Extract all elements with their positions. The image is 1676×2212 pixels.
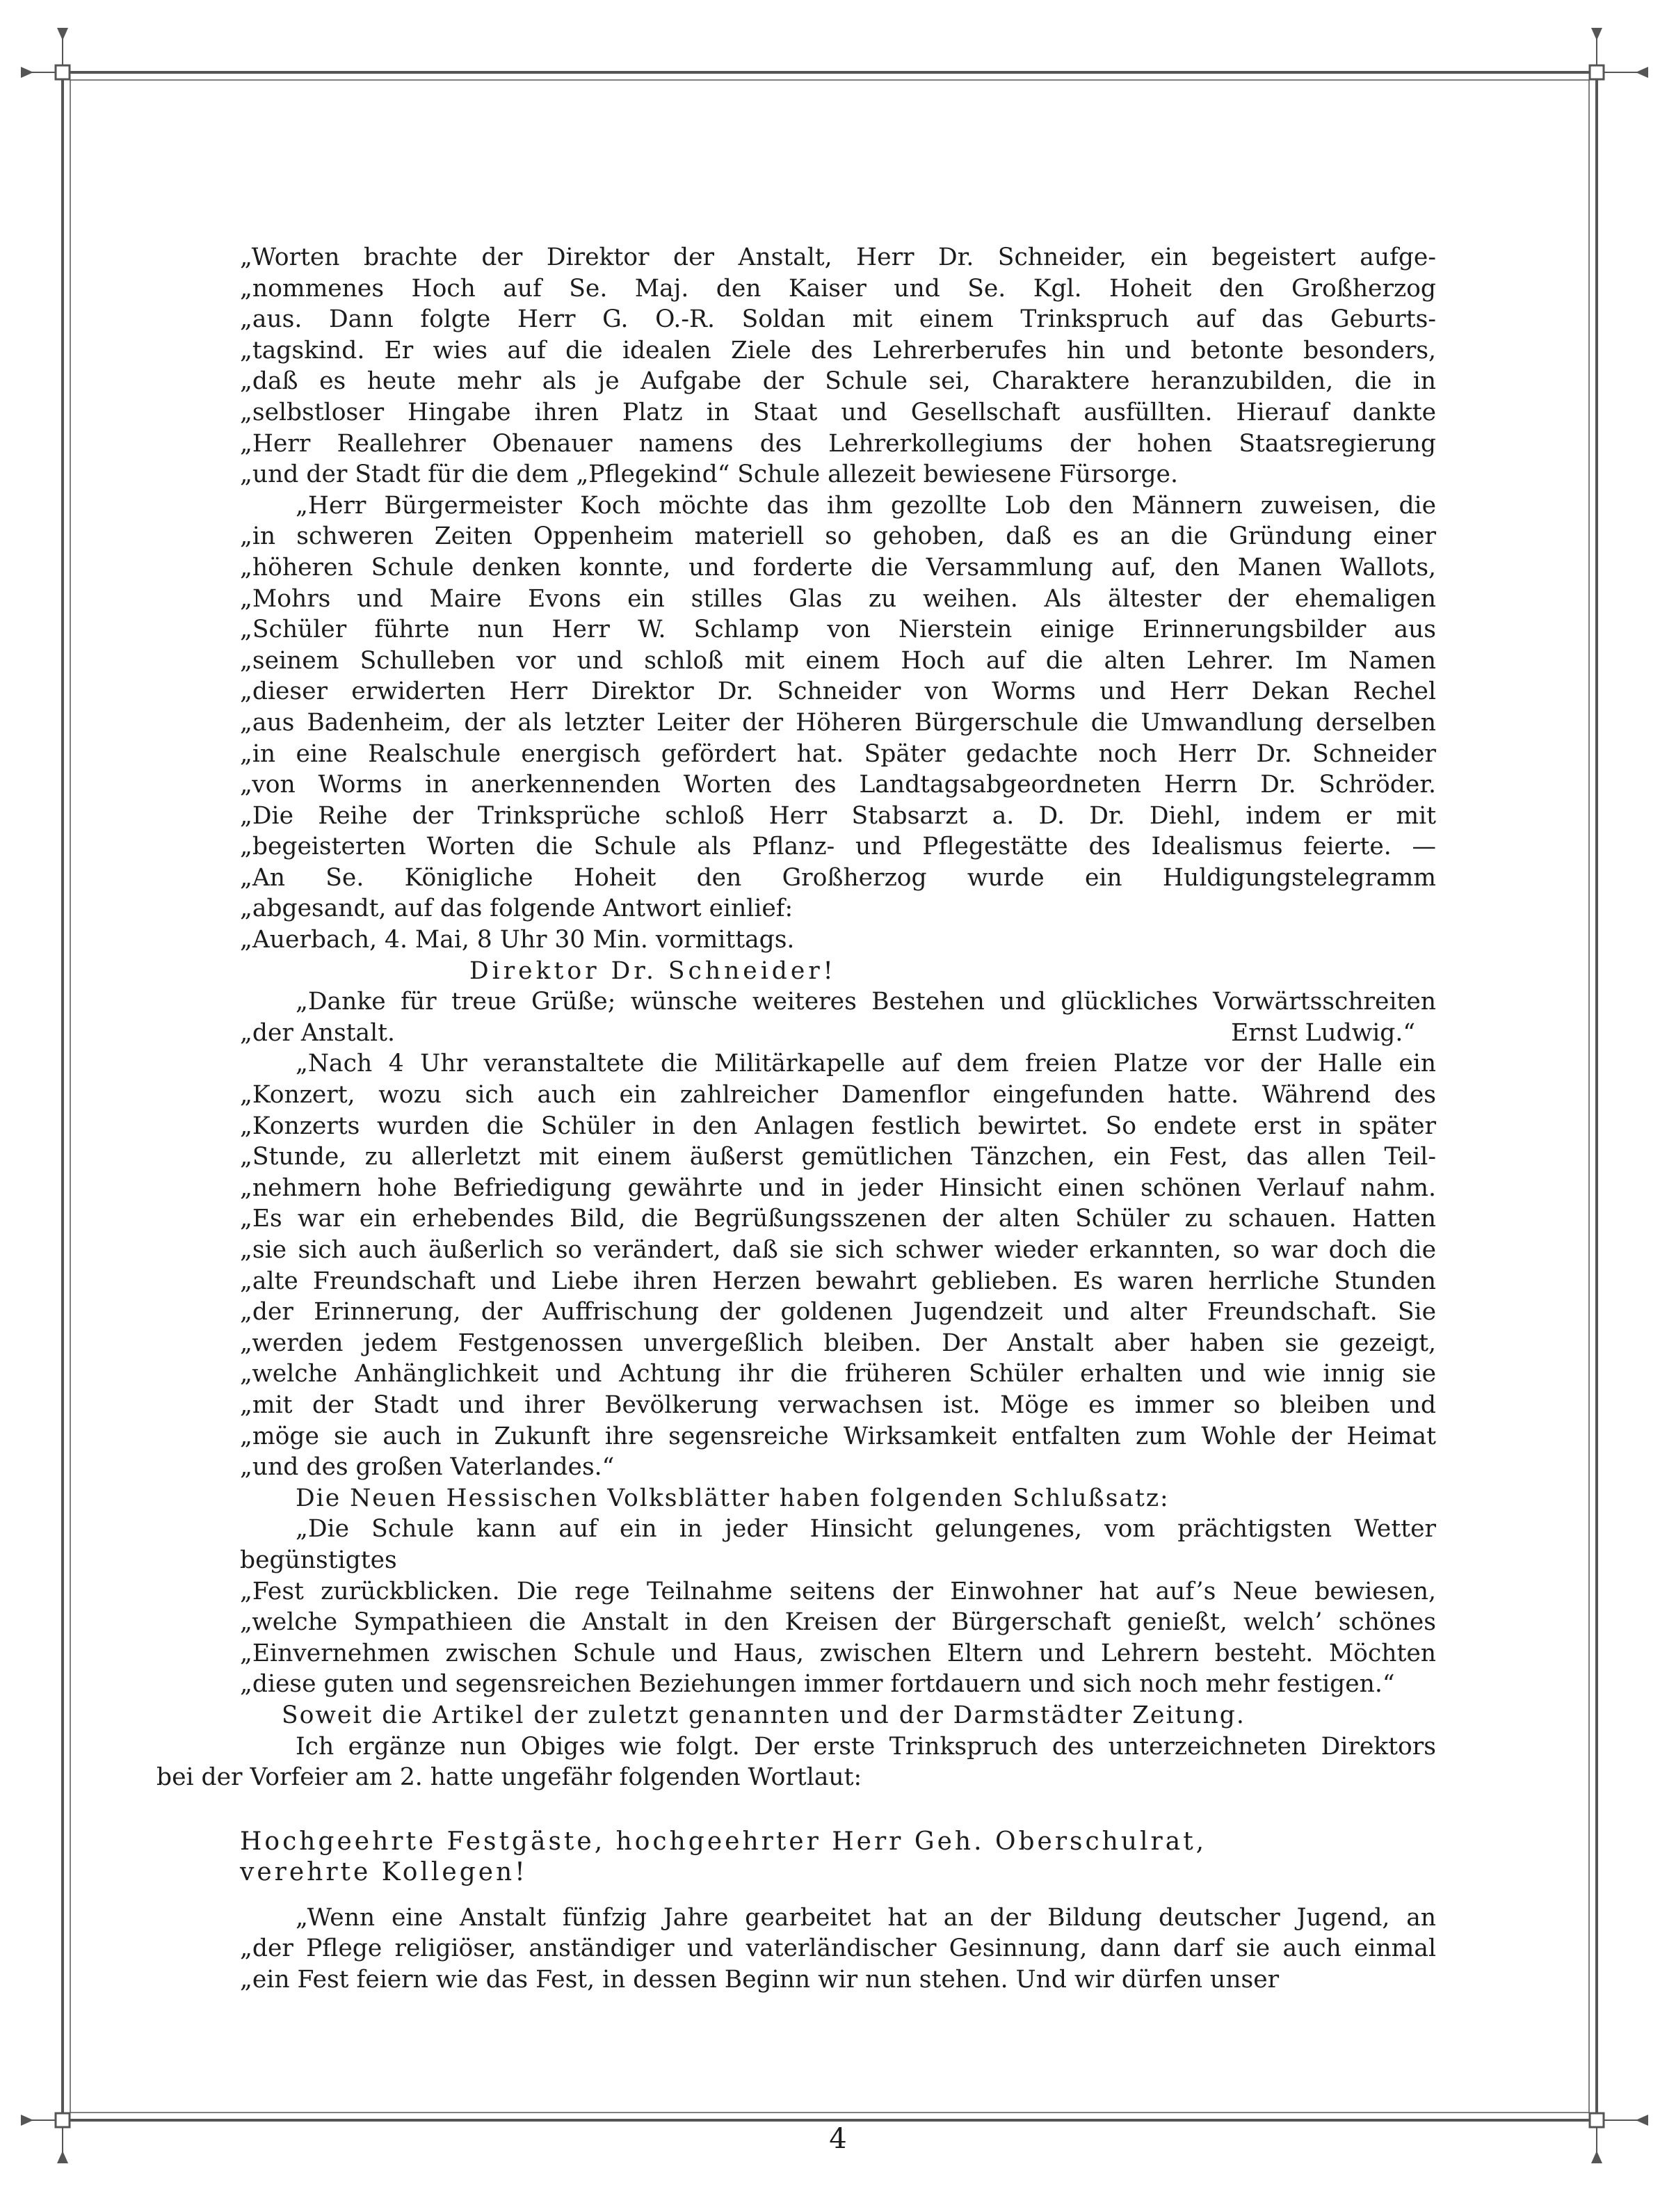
text-line: „Es war ein erhebendes Bild, die Begrüßungsszenen der alten Schüler zu schauen. Hatten [240,1205,1436,1233]
speech-heading: Hochgeehrte Festgäste, hochgeehrter Herr Geh. Oberschulrat, [240,1827,1207,1856]
telegram-address: Direktor Dr. Schneider! [469,956,837,985]
telegram-signature: Ernst Ludwig.“ [1231,1018,1415,1047]
text-line: „Stunde, zu allerletzt mit einem äußerst gemütlichen Tänzchen, ein Fest, das allen Teil- [240,1143,1436,1171]
text-line: Ich ergänze nun Obiges wie folgt. Der erste Trinkspruch des unterzeichneten Direktors [296,1732,1436,1761]
text-line: „Einvernehmen zwischen Schule und Haus, zwischen Eltern und Lehrern besteht. Möchten [240,1639,1436,1667]
text-line: „von Worms in anerkennenden Worten des Landtagsabgeordneten Herrn Dr. Schröder. [240,771,1436,799]
paragraph-toasts [240,242,1436,490]
text-line: „Die Schule kann auf ein in jeder Hinsicht gelungenes, vom prächtigsten Wetter begünstigtes [240,1515,1436,1574]
text-line: „abgesandt, auf das folgende Antwort einlief: [240,895,793,923]
text-line: „An Se. Königliche Hoheit den Großherzog wurde ein Huldigungstelegramm [240,863,1436,892]
telegram-closing [240,1018,1436,1049]
telegram-line-end: „der Anstalt. [240,1018,395,1047]
text-line: „werden jedem Festgenossen unvergeßlich bleiben. Der Anstalt aber haben sie gezeigt, [240,1329,1436,1357]
text-line: „Konzert, wozu sich auch ein zahlreicher Damenflor eingefunden hatte. Während des [240,1081,1436,1109]
text-line: „Wenn eine Anstalt fünfzig Jahre gearbeitet hat an der Bildung deutscher Jugend, an [296,1903,1436,1932]
text-line: „in eine Realschule energisch gefördert hat. Später gedachte noch Herr Dr. Schneider [240,739,1436,768]
text-line: „aus. Dann folgte Herr G. O.-R. Soldan mit einem Trinkspruch auf das Geburts- [240,305,1436,334]
text-line: „dieser erwiderten Herr Direktor Dr. Schneider von Worms und Herr Dekan Rechel [240,678,1436,706]
text-line: „tagskind. Er wies auf die idealen Ziele des Lehrerberufes hin und betonte besonders, [240,336,1436,364]
text-line: „Die Reihe der Trinksprüche schloß Herr Stabsarzt a. D. Dr. Diehl, indem er mit [240,801,1436,830]
text-line: „und der Stadt für die dem „Pflegekind“ Schule allezeit bewiesene Fürsorge. [240,460,1178,489]
text-line: „begeisterten Worten die Schule als Pflanz- und Pflegestätte des Idealismus feierte. — [240,833,1436,861]
speech-heading-salutation: verehrte Kollegen! [240,1858,528,1887]
telegram-block [240,924,1436,1048]
text-line: bei der Vorfeier am 2. hatte ungefähr folgenden Wortlaut: [156,1763,862,1792]
text-line: „aus Badenheim, der als letzter Leiter der Höheren Bürgerschule die Umwandlung derselben [240,708,1436,737]
text-line: „Herr Reallehrer Obenauer namens des Lehrerkollegiums der hohen Staatsregierung [240,429,1436,458]
paragraph-volksblaetter-quote [240,1514,1436,1700]
text-line: „seinem Schulleben vor und schloß mit einem Hoch auf die alten Lehrer. Im Namen [240,646,1436,675]
text-line: „ein Fest feiern wie das Fest, in dessen Beginn wir nun stehen. Und wir dürfen unser [240,1966,1280,1994]
text-line: „welche Anhänglichkeit und Achtung ihr die früheren Schüler erhalten und wie innig sie [240,1360,1436,1388]
telegram-line: „Danke für treue Grüße; wünsche weiteres Bestehen und glückliches Vorwärtsschreiten [296,988,1436,1016]
paragraph-addendum [156,1731,1436,1793]
text-line: „und des großen Vaterlandes.“ [240,1453,615,1482]
page-number: 4 [829,2123,847,2155]
text-line: „sie sich auch äußerlich so verändert, daß sie sich schwer wieder erkannten, so war doch die [240,1236,1436,1264]
volksblaetter-outro: Soweit die Artikel der zuletzt genannten und der Darmstädter Zeitung. [282,1701,1246,1729]
text-line: „Worten brachte der Direktor der Anstalt, Herr Dr. Schneider, ein begeistert aufge- [240,243,1436,271]
text-line: „möge sie auch in Zukunft ihre segensreiche Wirksamkeit entfalten zum Wohle der Heimat [240,1422,1436,1450]
text-line: „der Erinnerung, der Auffrischung der goldenen Jugendzeit und alter Freundschaft. Sie [240,1298,1436,1327]
text-line: „der Pflege religiöser, anständiger und vaterländischer Gesinnung, dann darf sie auch einmal [240,1934,1436,1963]
text-line: „welche Sympathieen die Anstalt in den Kreisen der Bürgerschaft genießt, welch’ schönes [240,1608,1436,1637]
text-line: „in schweren Zeiten Oppenheim materiell so gehoben, daß es an die Gründung einer [240,522,1436,551]
text-line: „Konzerts wurden die Schüler in den Anlagen festlich bewirtet. So endete erst in später [240,1112,1436,1140]
text-line: „diese guten und segensreichen Beziehungen immer fortdauern und sich noch mehr festigen.“ [240,1670,1395,1699]
volksblaetter-intro: Die Neuen Hessischen Volksblätter haben folgenden Schlußsatz: [296,1484,1170,1512]
text-line: „Schüler führte nun Herr W. Schlamp von Nierstein einige Erinnerungsbilder aus [240,616,1436,644]
article-body [156,242,1436,1996]
text-line: „alte Freundschaft und Liebe ihren Herzen bewahrt geblieben. Es waren herrliche Stunden [240,1267,1436,1295]
text-line: „Herr Bürgermeister Koch möchte das ihm gezollte Lob den Männern zuweisen, die [296,491,1436,520]
paragraph-concert [240,1048,1436,1482]
text-line: „mit der Stadt und ihrer Bevölkerung verwachsen ist. Möge es immer so bleiben und [240,1390,1436,1419]
text-line: „daß es heute mehr als je Aufgabe der Schule sei, Charaktere heranzubilden, die in [240,367,1436,396]
text-line: „nommenes Hoch auf Se. Maj. den Kaiser und Se. Kgl. Hoheit den Großherzog [240,274,1436,303]
paragraph-speech [240,1902,1436,1996]
text-line: „Nach 4 Uhr veranstaltete die Militärkapelle auf dem freien Platze vor der Halle ein [296,1050,1436,1078]
text-line: „nehmern hohe Befriedigung gewährte und in jeder Hinsicht einen schönen Verlauf nahm. [240,1173,1436,1202]
text-line: „Mohrs und Maire Evons ein stilles Glas zu weihen. Als ältester der ehemaligen [240,584,1436,613]
text-line: „Fest zurückblicken. Die rege Teilnahme seitens der Einwohner hat auf’s Neue bewiesen, [240,1577,1436,1605]
text-line: „höheren Schule denken konnte, und forderte die Versammlung auf, den Manen Wallots, [240,553,1436,582]
paragraph-mayor [240,490,1436,924]
telegram-header: „Auerbach, 4. Mai, 8 Uhr 30 Min. vormittags. [240,926,795,954]
text-line: „selbstloser Hingabe ihren Platz in Staat und Gesellschaft ausfüllten. Hierauf dankte [240,398,1436,426]
